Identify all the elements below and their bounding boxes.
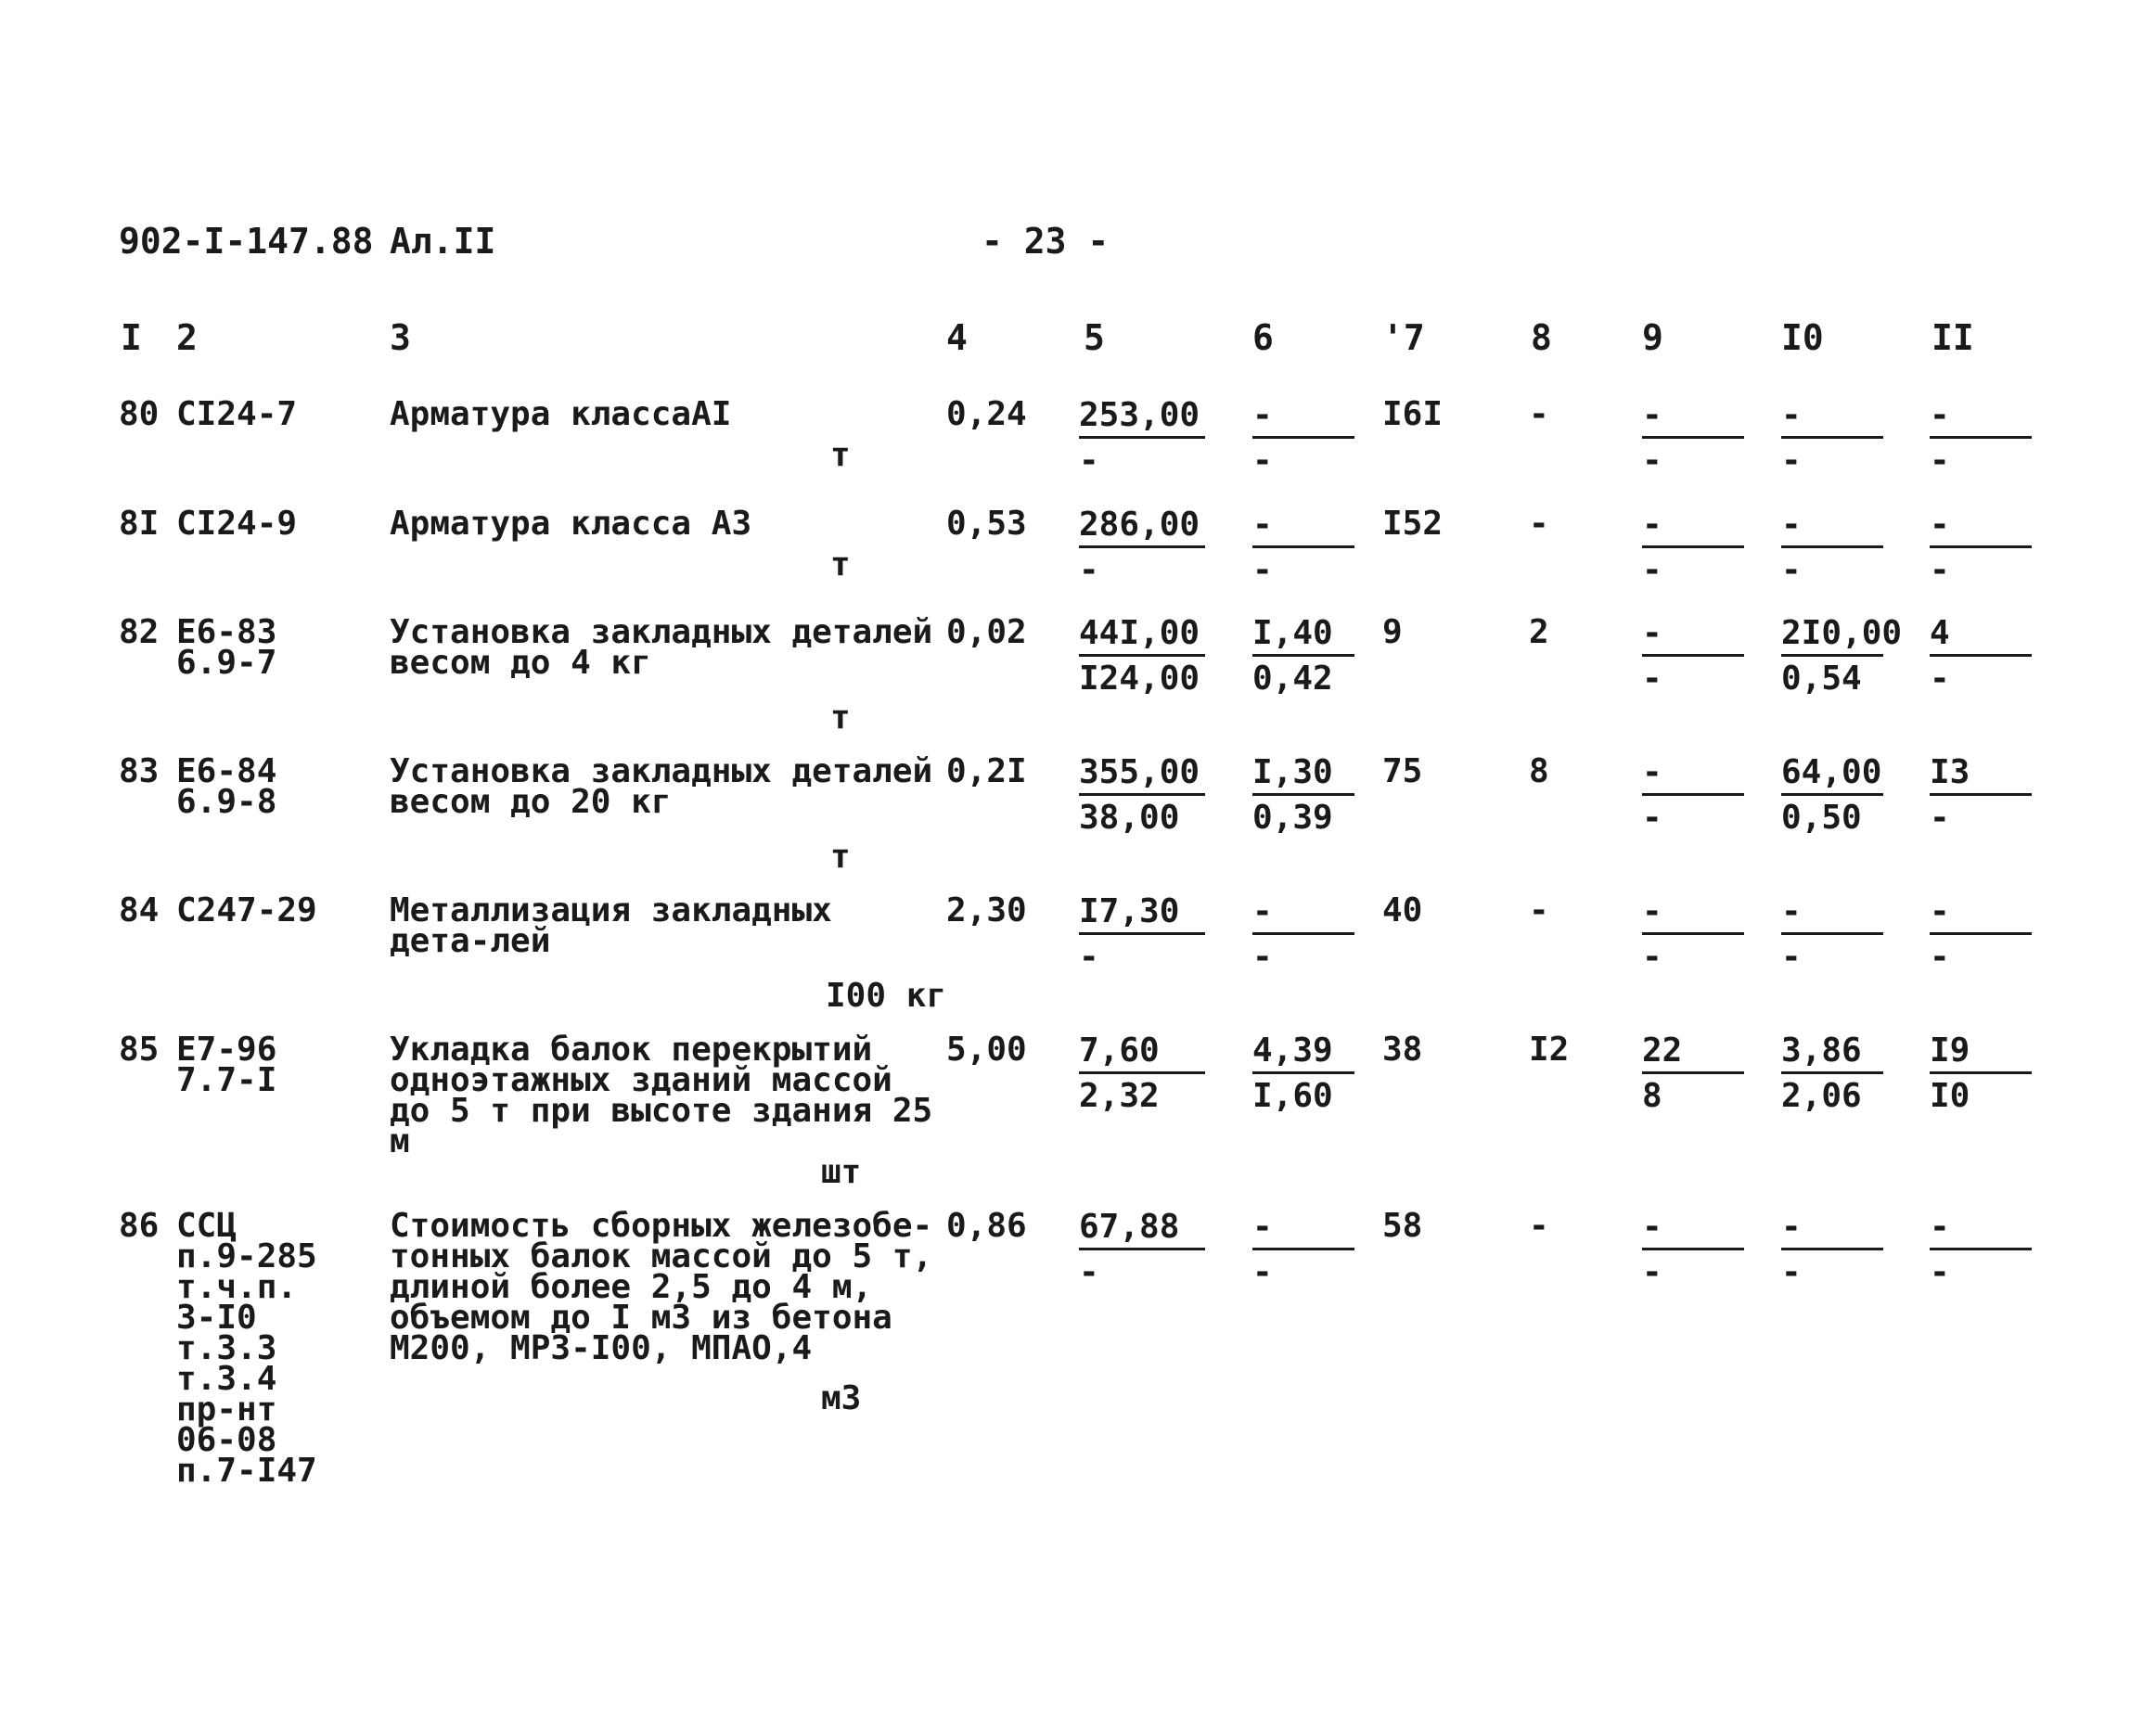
row-number: 85 bbox=[119, 1031, 160, 1069]
col7-value: I6I bbox=[1382, 395, 1444, 433]
fraction-11: - - bbox=[1930, 1211, 2032, 1289]
row-name: Металлизация закладных дета-лей bbox=[390, 891, 832, 960]
row-unit: т bbox=[830, 545, 851, 583]
row-unit: I00 кг bbox=[826, 977, 947, 1015]
col-8: 8 bbox=[1531, 317, 1552, 358]
row-code: ССЦ п.9-285 т.ч.п. 3-I0 т.3.3 т.3.4 пр-нт 06-08 п.7-I47 bbox=[176, 1207, 317, 1490]
col-4: 4 bbox=[946, 317, 968, 358]
row-code: Е6-83 6.9-7 bbox=[176, 613, 277, 682]
row-name: Укладка балок перекрытий одноэтажных зданий массой до 5 т при высоте здания 25 м bbox=[390, 1031, 933, 1160]
col8-value: 2 bbox=[1529, 613, 1549, 651]
fraction-6: 4,39 I,60 bbox=[1252, 1034, 1354, 1113]
fraction-11: - - bbox=[1930, 508, 2032, 587]
row-name: Стоимость сборных железобе-тонных балок массой до 5 т, длиной более 2,5 до 4 м, объемом до I м3 из бетона М200, МРЗ-I00, МПАО,4 bbox=[390, 1207, 933, 1367]
fraction-9: 22 8 bbox=[1642, 1034, 1744, 1113]
cost-fraction: 7,60 2,32 bbox=[1079, 1034, 1205, 1113]
fraction-10: 64,00 0,50 bbox=[1781, 753, 1882, 837]
col8-value: - bbox=[1529, 505, 1549, 543]
fraction-10: - - bbox=[1781, 895, 1883, 974]
col-10: I0 bbox=[1781, 317, 1824, 358]
col-9: 9 bbox=[1642, 317, 1663, 358]
col7-value: 58 bbox=[1382, 1207, 1423, 1245]
col8-value: - bbox=[1529, 891, 1549, 929]
cost-fraction: 44I,00 I24,00 bbox=[1079, 617, 1205, 696]
row-number: 84 bbox=[119, 891, 160, 929]
col8-value: I2 bbox=[1529, 1031, 1570, 1069]
fraction-6: I,30 0,39 bbox=[1252, 756, 1354, 835]
fraction-6: - - bbox=[1252, 399, 1354, 478]
col8-value: - bbox=[1529, 395, 1549, 433]
row-code: Е7-96 7.7-I bbox=[176, 1031, 277, 1099]
cost-fraction: 67,88 - bbox=[1079, 1211, 1205, 1289]
col-6: 6 bbox=[1252, 317, 1274, 358]
fraction-9: - - bbox=[1642, 617, 1744, 696]
col-7: '7 bbox=[1382, 317, 1425, 358]
fraction-6: - - bbox=[1252, 508, 1354, 587]
col-5: 5 bbox=[1084, 317, 1105, 358]
cost-fraction: 253,00 - bbox=[1079, 399, 1205, 478]
fraction-9: - - bbox=[1642, 895, 1744, 974]
col-3: 3 bbox=[390, 317, 411, 358]
row-qty: 0,2I bbox=[946, 752, 1027, 790]
row-unit: т bbox=[830, 838, 851, 876]
col-11: II bbox=[1931, 317, 1974, 358]
fraction-6: I,40 0,42 bbox=[1252, 617, 1354, 696]
fraction-9: - - bbox=[1642, 756, 1744, 835]
col7-value: 75 bbox=[1382, 752, 1423, 790]
fraction-11: - - bbox=[1930, 895, 2032, 974]
column-numbers bbox=[0, 317, 2156, 364]
row-unit: т bbox=[830, 436, 851, 474]
fraction-10: - - bbox=[1781, 508, 1883, 587]
col-1: I bbox=[121, 317, 142, 358]
row-code: Е6-84 6.9-8 bbox=[176, 752, 277, 821]
fraction-9: - - bbox=[1642, 399, 1744, 478]
row-number: 8I bbox=[119, 505, 160, 543]
fraction-10: 2I0,00 0,54 bbox=[1781, 614, 1903, 698]
row-unit: т bbox=[830, 698, 851, 737]
row-qty: 0,53 bbox=[946, 505, 1027, 543]
row-code: C247-29 bbox=[176, 891, 317, 929]
album-label: Ал.II bbox=[390, 221, 496, 262]
row-qty: 5,00 bbox=[946, 1031, 1027, 1069]
col7-value: 9 bbox=[1382, 613, 1403, 651]
row-name: Арматура классаАI bbox=[390, 395, 732, 433]
row-name: Арматура класса А3 bbox=[390, 505, 752, 543]
row-qty: 2,30 bbox=[946, 891, 1027, 929]
row-code: CI24-7 bbox=[176, 395, 298, 433]
row-qty: 0,86 bbox=[946, 1207, 1027, 1245]
col7-value: I52 bbox=[1382, 505, 1444, 543]
row-name: Установка закладных деталей весом до 4 кг bbox=[390, 613, 933, 682]
cost-fraction: 355,00 38,00 bbox=[1079, 756, 1205, 835]
row-unit: шт bbox=[821, 1153, 862, 1191]
cost-fraction: I7,30 - bbox=[1079, 895, 1205, 974]
fraction-10: - - bbox=[1781, 1211, 1883, 1289]
col7-value: 40 bbox=[1382, 891, 1423, 929]
row-qty: 0,02 bbox=[946, 613, 1027, 651]
row-number: 82 bbox=[119, 613, 160, 651]
row-name: Установка закладных деталей весом до 20 кг bbox=[390, 752, 933, 821]
row-code: CI24-9 bbox=[176, 505, 298, 543]
cost-fraction: 286,00 - bbox=[1079, 508, 1205, 587]
fraction-9: - - bbox=[1642, 508, 1744, 587]
row-number: 80 bbox=[119, 395, 160, 433]
col-2: 2 bbox=[176, 317, 198, 358]
fraction-11: 4 - bbox=[1930, 617, 2032, 696]
fraction-9: - - bbox=[1642, 1211, 1744, 1289]
fraction-6: - - bbox=[1252, 895, 1354, 974]
doc-code: 902-I-147.88 bbox=[119, 221, 374, 262]
fraction-11: - - bbox=[1930, 399, 2032, 478]
row-number: 86 bbox=[119, 1207, 160, 1245]
fraction-10: - - bbox=[1781, 399, 1883, 478]
row-number: 83 bbox=[119, 752, 160, 790]
row-qty: 0,24 bbox=[946, 395, 1027, 433]
fraction-10: 3,86 2,06 bbox=[1781, 1034, 1883, 1113]
fraction-6: - - bbox=[1252, 1211, 1354, 1289]
col7-value: 38 bbox=[1382, 1031, 1423, 1069]
page-number: - 23 - bbox=[982, 221, 1110, 262]
fraction-11: I9 I0 bbox=[1930, 1034, 2032, 1113]
fraction-11: I3 - bbox=[1930, 756, 2032, 835]
row-unit: м3 bbox=[821, 1379, 862, 1417]
col8-value: - bbox=[1529, 1207, 1549, 1245]
col8-value: 8 bbox=[1529, 752, 1549, 790]
